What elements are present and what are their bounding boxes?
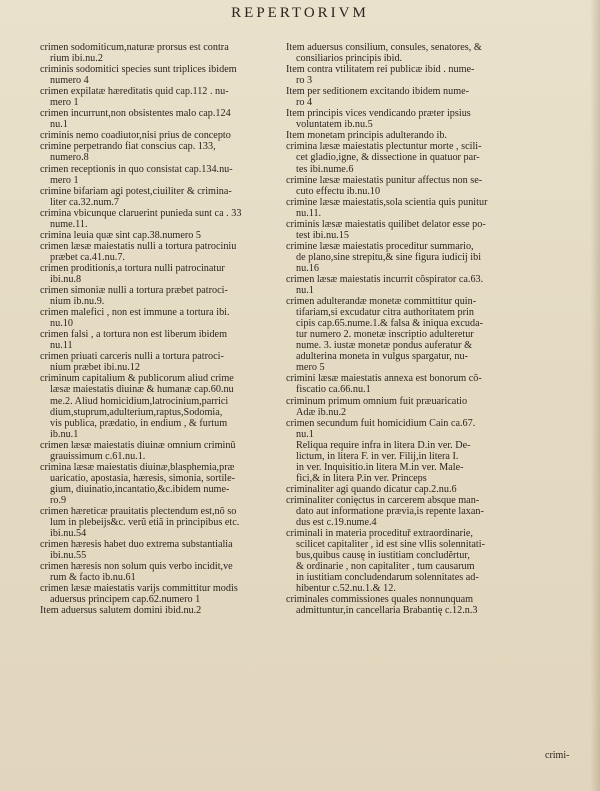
index-line: voluntatem ib.nu.5 — [296, 119, 373, 131]
index-line: gium, diuinatio,incantatio,&c.ibidem nume- — [50, 483, 230, 495]
index-line: crimen læsæ maiestatis varijs committitur modis — [40, 583, 238, 595]
index-line: in iustitiam concludendarum solennitates ad- — [296, 572, 479, 584]
index-line: Item monetam principis adulterando ib. — [286, 130, 447, 142]
index-line: criminis læsæ maiestatis quilibet delator esse po- — [286, 218, 486, 230]
index-line: me.2. Aliud homicidium,latrocinium,parrici — [50, 395, 229, 407]
index-line: ro 3 — [296, 75, 313, 87]
index-line: ro 4 — [296, 97, 313, 109]
index-line: crimine bifariam agi potest,ciuiliter & crimina- — [40, 185, 232, 197]
index-line: crimine læsæ maiestatis,sola scientia quis punitur — [286, 196, 488, 208]
index-line: crimen falsi , a tortura non est liberum ibidem — [40, 329, 228, 341]
index-line: de plano,sine strepitu,& sine figura iudicij ibi — [296, 251, 482, 263]
right-column — [286, 42, 548, 616]
index-line: crimen secundum fuit homicidium Cain ca.67. — [286, 417, 476, 429]
index-line: hibentur c.52.nu.1.& 12. — [296, 583, 396, 595]
index-line: lictum, in litera F. in ver. Filij,in litera I. — [296, 450, 459, 462]
index-line: criminis sodomitici species sunt triplices ibidem — [40, 64, 237, 76]
index-line: crimini læsæ maiestatis annexa est bonorum cõ- — [286, 373, 482, 385]
index-line: numero.8 — [50, 152, 89, 164]
index-line: in ver. Inquisitio.in litera M.in ver. Male- — [296, 461, 464, 473]
index-line: cuto effectu ib.nu.10 — [296, 185, 381, 197]
running-head: REPERTORIVM — [231, 5, 369, 21]
catchword: crimi- — [545, 750, 570, 761]
index-line: crimina læsæ maiestatis diuinæ,blasphemia,præ — [40, 461, 235, 473]
index-line: mero 1 — [50, 97, 79, 109]
index-line: admittuntur,in cancellaria Brabantię c.12.n.3 — [296, 605, 478, 617]
index-line: Item aduersus salutem domini ibid.nu.2 — [40, 605, 202, 617]
index-line: Item principis vices vendicando præter ipsius — [286, 108, 471, 120]
index-line: criminum capitalium & publicorum aliud crime — [40, 373, 234, 385]
index-line: criminaliter agi quando dicatur cap.2.nu.6 — [286, 483, 457, 495]
index-line: rium ibi.nu.2 — [50, 53, 103, 65]
index-line: crimine læsæ maiestatis proceditur summario, — [286, 240, 474, 252]
index-line: nume. 3. iustæ monetæ pondus auferatur & — [296, 340, 472, 352]
index-line: uaricatio, apostasia, hæresis, simonia, sortile- — [50, 472, 236, 484]
index-line: criminaliter conięctus in carcerem absque man- — [286, 494, 480, 506]
index-line: test ibi.nu.15 — [296, 229, 349, 241]
index-line: Item contra vtilitatem rei publicæ ibid . nume- — [286, 64, 475, 76]
index-line: tes ibi.nume.6 — [296, 163, 354, 175]
index-line: nu.1 — [296, 428, 314, 440]
index-line: Item per seditionem excitando ibidem nume- — [286, 86, 470, 98]
index-line: criminis nemo coadiutor,nisi prius de concepto — [40, 130, 231, 142]
index-line: crimen hæreticæ prauitatis plectendum est,nõ so — [40, 505, 237, 517]
index-line: ro.9 — [50, 494, 67, 506]
index-line: læsæ maiestatis diuinæ & humanæ cap.60.nu — [50, 384, 234, 396]
index-line: criminum primum omnium fuit præuaricatio — [286, 395, 468, 407]
index-line: & ordinarie , non capitaliter , tum causarum — [296, 561, 475, 573]
index-line: crimen læsæ maiestatis incurrit cõspirator ca.63. — [286, 273, 484, 285]
index-line: crimen simoniæ nulli a tortura præbet patroci- — [40, 285, 228, 297]
index-line: ibi.nu.8 — [50, 273, 82, 285]
index-line: dium,stuprum,adulterium,raptus,Sodomia, — [50, 406, 223, 418]
index-line: crimine perpetrando fiat conscius cap. 133, — [40, 141, 216, 153]
index-line: crimen malefici , non est immune a tortura ibi. — [40, 307, 230, 319]
page-edge-shadow — [590, 0, 600, 791]
index-line: crimen proditionis,a tortura nulli patrocinatur — [40, 262, 225, 274]
index-line: nume.11. — [50, 218, 88, 230]
index-line: rum & facto ib.nu.61 — [50, 572, 136, 584]
index-line: crimina vbicunque claruerint punieda sunt ca . 33 — [40, 207, 242, 219]
index-line: crimina leuia quæ sint cap.38.numero 5 — [40, 229, 201, 241]
index-line: Reliqua require infra in litera D.in ver. De- — [296, 439, 471, 451]
index-line: crimen hæresis non solum quis verbo incidit,ve — [40, 561, 233, 573]
index-line: crimen læsæ maiestatis nulli a tortura patrociniu — [40, 240, 237, 252]
index-line: cipis cap.65.nume.1.& falsa & iniqua excuda- — [296, 318, 483, 330]
index-line: criminales commissiones quales nonnunquam — [286, 594, 474, 606]
index-line: cet gladio,igne, & dissectione in quatuor par- — [296, 152, 480, 164]
index-line: lum in plebeijs&c. verũ etiã in principibus etc. — [50, 517, 240, 529]
index-line: crimen hæresis habet duo extrema substantialia — [40, 539, 233, 551]
index-line: ibi.nu.55 — [50, 550, 87, 562]
index-line: scilicet capitaliter , id est sine vllis solennitati- — [296, 539, 485, 551]
index-line: fici,& in litera P.in ver. Princeps — [296, 472, 427, 484]
index-line: liter ca.32.num.7 — [50, 196, 120, 208]
index-line: grauissimum c.61.nu.1. — [50, 450, 146, 462]
index-line: crimen adulterandæ monetæ committitur quin- — [286, 296, 477, 308]
index-line: mero 5 — [296, 362, 325, 374]
index-line: numero 4 — [50, 75, 89, 87]
index-line: nu.16 — [296, 262, 319, 274]
index-line: tur numero 2. monetæ inscriptio adulteretur — [296, 329, 474, 341]
index-line: crimina læsæ maiestatis plectuntur morte , scili- — [286, 141, 482, 153]
index-line: crimen læsæ maiestatis diuinæ omnium criminũ — [40, 439, 236, 451]
index-line: præbet ca.41.nu.7. — [50, 251, 125, 263]
index-line: crimen priuati carceris nulli a tortura patroci- — [40, 351, 224, 363]
index-line: crimen expilatæ hæreditatis quid cap.112 . nu- — [40, 86, 229, 98]
index-line: nu.1 — [50, 119, 68, 131]
index-line: nu.10 — [50, 318, 73, 330]
index-line: crimen receptionis in quo consistat cap.134.nu- — [40, 163, 233, 175]
index-line: nu.11 — [50, 340, 73, 352]
index-line: aduersus principem cap.62.numero 1 — [50, 594, 201, 606]
index-line: crimine læsæ maiestatis punitur affectus non se- — [286, 174, 483, 186]
index-line: fiscatio ca.66.nu.1 — [296, 384, 371, 396]
index-line: consiliarios principis ibid. — [296, 53, 403, 65]
index-line: crimen sodomiticum,naturæ prorsus est contra — [40, 42, 229, 53]
index-line: nium ib.nu.9. — [50, 296, 105, 308]
index-line: Item aduersus consilium, consules, senatores, & — [286, 42, 482, 53]
index-line: tifariam,si excudatur citra authoritatem prin — [296, 307, 474, 319]
index-line: vis publica, prædatio, in endium , & furtum — [50, 417, 228, 429]
index-line: Adæ ib.nu.2 — [296, 406, 347, 418]
index-line: dus est c.19.nume.4 — [296, 517, 377, 529]
index-line: dato aut informatione prævia,is repente laxan- — [296, 505, 484, 517]
index-line: nu.11. — [296, 207, 322, 219]
index-line: ibi.nu.54 — [50, 528, 87, 540]
left-column — [40, 42, 292, 616]
index-line: nium præbet ibi.nu.12 — [50, 362, 140, 374]
index-line: crimen incurrunt,non obsistentes malo cap.124 — [40, 108, 231, 120]
index-line: nu.1 — [296, 285, 314, 297]
index-line: mero 1 — [50, 174, 79, 186]
index-line: adulterina moneta in vulgus spargatur, nu- — [296, 351, 468, 363]
index-line: criminali in materia procedituř extraordinarie, — [286, 528, 473, 540]
index-line: bus,quibus causę in iustitiam concludĕrtur, — [296, 550, 470, 562]
index-line: ib.nu.1 — [50, 428, 79, 440]
